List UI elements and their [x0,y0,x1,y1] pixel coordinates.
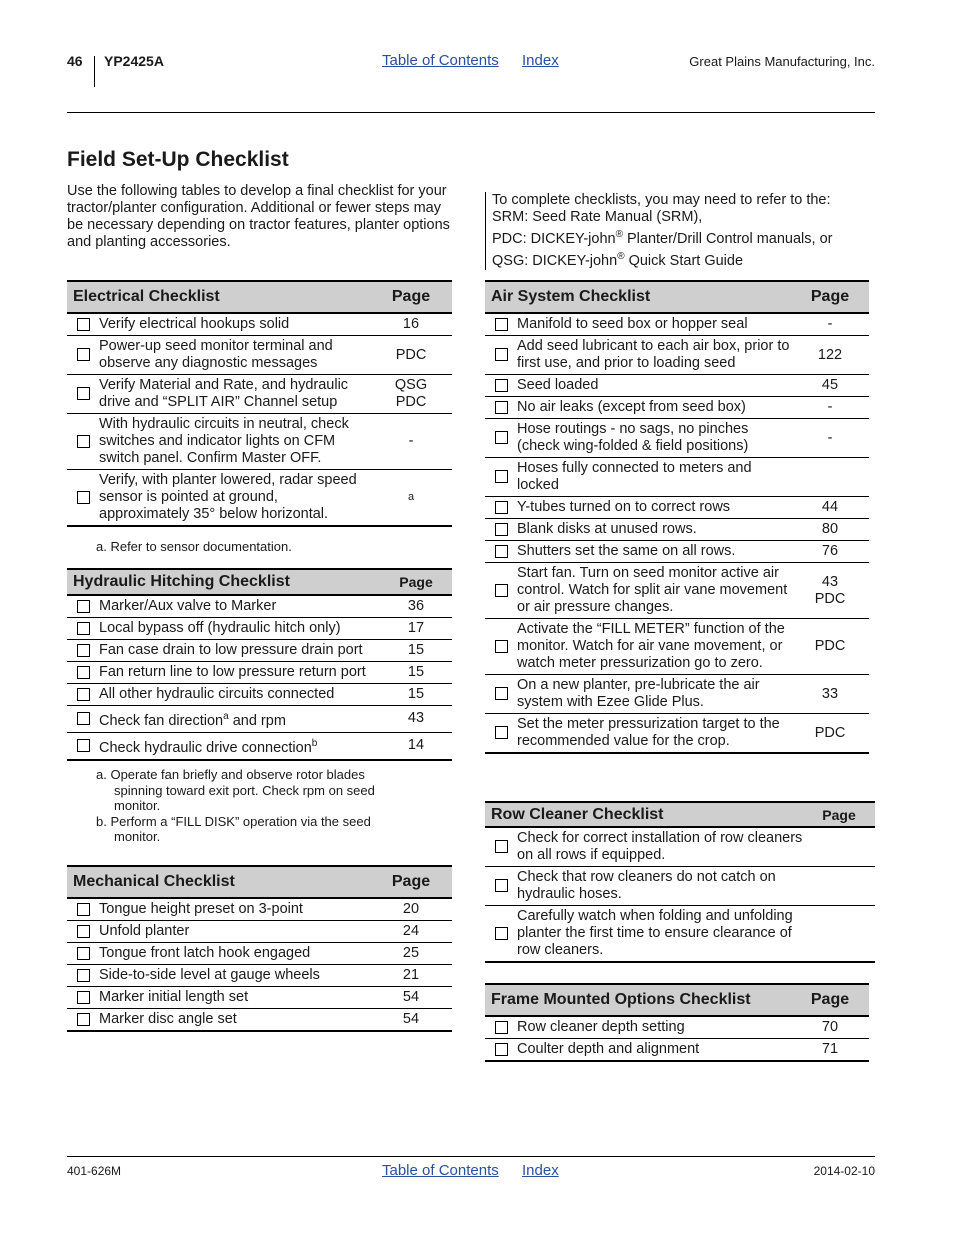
checklist-row [67,595,452,618]
page-reference: 15 [380,684,452,706]
checklist-item-text: All other hydraulic circuits connected [99,684,380,706]
checklist-item-text: Check for correct installation of row cleaners on all rows if equipped. [517,827,803,867]
checkbox[interactable] [495,1043,508,1056]
checklist-row [67,618,452,640]
checklist-item-text: Hoses fully connected to meters and locked [517,458,791,497]
checklist-row [485,375,869,397]
checkbox[interactable] [495,840,508,853]
table-title: Mechanical Checklist [67,866,370,898]
page-reference: 70 [791,1016,869,1039]
table-title: Frame Mounted Options Checklist [485,984,791,1016]
checklist-row [485,541,869,563]
checklist-item-text: Check hydraulic drive connection$^b$ [99,732,380,759]
checklist-item-text: Verify Material and Rate, and hydraulic drive and “SPLIT AIR” Channel setup [99,375,370,414]
checkbox[interactable] [77,318,90,331]
checklist-item-text: Set the meter pressurization target to the recommended value for the crop. [517,714,791,754]
page-reference: 76 [791,541,869,563]
page-reference: 20 [370,898,452,921]
checkbox[interactable] [495,470,508,483]
page-reference: QSG PDC [370,375,452,414]
checklist-item-text: Hose routings - no sags, no pinches (check wing-folded & field positions) [517,419,791,458]
page-reference [803,867,875,906]
page-reference: 80 [791,519,869,541]
page-reference: 54 [370,987,452,1009]
page-reference [803,906,875,963]
footer-index-link[interactable]: Index [522,1162,559,1179]
checkbox[interactable] [495,523,508,536]
checklist-item-text: Marker disc angle set [99,1009,370,1032]
checkbox[interactable] [495,348,508,361]
page-reference: 33 [791,675,869,714]
page-reference [803,827,875,867]
checklist-item-text: Y-tubes turned on to correct rows [517,497,791,519]
checklist-item-text: Coulter depth and alignment [517,1039,791,1062]
checklist-row [485,867,875,906]
page-reference: - [791,419,869,458]
page-reference: 43 [380,706,452,733]
checkbox[interactable] [495,640,508,653]
page-reference: 45 [791,375,869,397]
checklist-row [67,987,452,1009]
checkbox[interactable] [77,387,90,400]
footnote-a: a. Operate fan briefly and observe rotor blades spinning toward exit port. Check rpm on seed monitor. [96,767,375,813]
checklist-item-text: Add seed lubricant to each air box, prior to first use, and prior to loading seed [517,336,791,375]
checklist-row [485,519,869,541]
page-column-header: Page [791,281,869,313]
checklist-row [485,497,869,519]
checklist-row [485,397,869,419]
checklist-item-text: Power-up seed monitor terminal and observe any diagnostic messages [99,336,370,375]
checkbox[interactable] [77,644,90,657]
checklist-item-text: Local bypass off (hydraulic hitch only) [99,618,380,640]
checkbox[interactable] [495,879,508,892]
page-reference: 71 [791,1039,869,1062]
checkbox[interactable] [77,622,90,635]
page-number: 46 [67,53,83,69]
checkbox[interactable] [495,927,508,940]
checklist-row [67,640,452,662]
checklist-row [67,943,452,965]
page-reference: 24 [370,921,452,943]
page-reference: 15 [380,640,452,662]
hydraulic-footnotes [96,767,406,845]
checklist-item-text: Fan case drain to low pressure drain port [99,640,380,662]
checkbox[interactable] [77,1013,90,1026]
footnote-b: b. Perform a “FILL DISK” operation via the seed monitor. [96,813,371,844]
page-reference: 36 [380,595,452,618]
checkbox[interactable] [495,726,508,739]
checklist-item-text: Activate the “FILL METER” function of the monitor. Watch for air vane movement, or watch meter pressurization go to zero. [517,619,791,675]
reference-note: To complete checklists, you may need to refer to the: SRM: Seed Rate Manual (SRM), PDC: DICKEY-john® Planter/Drill Control manuals, or QSG: DICKEY-john® Quick Start Guide [485,192,877,270]
checklist-item-text: Start fan. Turn on seed monitor active air control. Watch for split air vane movement or air pressure changes. [517,563,791,619]
page-reference: a [370,470,452,527]
checklist-row [485,619,869,675]
checklist-item-text: Seed loaded [517,375,791,397]
model-number: YP2425A [104,53,164,69]
checklist-item-text: Check fan direction$^a$ and rpm [99,706,380,733]
page-column-header: Page [370,281,452,313]
checklist-item-text: Side-to-side level at gauge wheels [99,965,370,987]
page-reference: - [370,414,452,470]
intro-paragraph: Use the following tables to develop a final checklist for your tractor/planter configuration. Additional or fewer steps may be necessary depending on tractor features, planter options and planting accessories. [67,183,450,250]
checklist-item-text: Tongue height preset on 3-point [99,898,370,921]
table-title: Hydraulic Hitching Checklist [67,569,380,595]
checklist-row [67,375,452,414]
checklist-item-text: Manifold to seed box or hopper seal [517,313,791,336]
document-code: 401-626M [67,1164,122,1178]
page-reference: 54 [370,1009,452,1032]
checklist-row [485,827,875,867]
checklist-row [67,921,452,943]
checklist-row [485,458,869,497]
checklist-row [67,732,452,759]
company-name: Great Plains Manufacturing, Inc. [689,54,875,69]
checklist-row [67,684,452,706]
checklist-item-text: Fan return line to low pressure return port [99,662,380,684]
checklist-row [67,313,452,336]
checklist-row [67,662,452,684]
frame-mounted-options-checklist [485,983,869,1062]
checklist-item-text: Tongue front latch hook engaged [99,943,370,965]
checklist-row [67,898,452,921]
checklist-item-text: Row cleaner depth setting [517,1016,791,1039]
table-title: Electrical Checklist [67,281,370,313]
toc-link[interactable]: Table of Contents [382,52,499,69]
page-reference: 15 [380,662,452,684]
checklist-row [67,706,452,733]
checklist-item-text: Unfold planter [99,921,370,943]
checkbox[interactable] [495,431,508,444]
checklist-row [485,313,869,336]
page-reference: 122 [791,336,869,375]
checkbox[interactable] [77,435,90,448]
page-reference: PDC [791,619,869,675]
checklist-item-text: With hydraulic circuits in neutral, check switches and indicator lights on CFM switch panel. Confirm Master OFF. [99,414,370,470]
page-column-header: Page [803,802,875,827]
checkbox[interactable] [77,712,90,725]
checkbox[interactable] [77,491,90,504]
checklist-row [67,414,452,470]
checklist-row [485,1016,869,1039]
checklist-item-text: Carefully watch when folding and unfolding planter the first time to ensure clearance of row cleaners. [517,906,803,963]
checkbox[interactable] [495,687,508,700]
checkbox[interactable] [495,584,508,597]
footnote-marker: a [223,711,229,722]
checklist-row [485,336,869,375]
checkbox[interactable] [77,688,90,701]
row-cleaner-checklist [485,801,875,963]
page-column-header: Page [380,569,452,595]
checkbox[interactable] [77,903,90,916]
index-link[interactable]: Index [522,52,559,69]
document-date: 2014-02-10 [813,1164,875,1178]
checkbox[interactable] [77,947,90,960]
page-reference: - [791,313,869,336]
checkbox[interactable] [77,666,90,679]
checklist-item-text: Verify, with planter lowered, radar speed sensor is pointed at ground, approximately 35° below horizontal. [99,470,370,527]
checklist-row [485,906,875,963]
page-reference: 14 [380,732,452,759]
checklist-row [67,336,452,375]
checklist-item-text: Verify electrical hookups solid [99,313,370,336]
page-reference: 17 [380,618,452,640]
checklist-row [485,1039,869,1062]
page-column-header: Page [791,984,869,1016]
checklist-item-text: No air leaks (except from seed box) [517,397,791,419]
page-reference: 16 [370,313,452,336]
checklist-item-text: Shutters set the same on all rows. [517,541,791,563]
checkbox[interactable] [495,1021,508,1034]
checkbox[interactable] [495,545,508,558]
electrical-footnote: a. Refer to sensor documentation. [96,539,292,554]
checklist-item-text: Marker/Aux valve to Marker [99,595,380,618]
checklist-row [67,1009,452,1032]
checklist-row [67,965,452,987]
page-reference: PDC [370,336,452,375]
checkbox[interactable] [77,600,90,613]
checklist-row [485,419,869,458]
checkbox[interactable] [77,348,90,361]
mechanical-checklist [67,865,452,1032]
checkbox[interactable] [77,991,90,1004]
checkbox[interactable] [77,739,90,752]
checkbox[interactable] [77,925,90,938]
checkbox[interactable] [495,401,508,414]
checklist-item-text: Marker initial length set [99,987,370,1009]
footnote-marker: b [311,737,318,749]
header-divider [94,56,95,87]
checklist-row [485,563,869,619]
page-reference: PDC [791,714,869,754]
footer-rule [67,1156,875,1157]
electrical-checklist [67,280,452,527]
page-reference [791,458,869,497]
checklist-item-text: Check that row cleaners do not catch on hydraulic hoses. [517,867,803,906]
footer-toc-link[interactable]: Table of Contents [382,1162,499,1179]
checkbox[interactable] [495,379,508,392]
page-reference: 44 [791,497,869,519]
header-rule [67,112,875,113]
checklist-item-text: On a new planter, pre-lubricate the air system with Ezee Glide Plus. [517,675,791,714]
hydraulic-checklist [67,568,452,761]
checkbox[interactable] [495,501,508,514]
checkbox[interactable] [77,969,90,982]
checklist-row [485,675,869,714]
table-title: Air System Checklist [485,281,791,313]
page-title: Field Set-Up Checklist [67,148,289,171]
checklist-row [485,714,869,754]
checklist-item-text: Blank disks at unused rows. [517,519,791,541]
page-reference: 43 PDC [791,563,869,619]
table-title: Row Cleaner Checklist [485,802,803,827]
page-column-header: Page [370,866,452,898]
checklist-row [67,470,452,527]
page-reference: 21 [370,965,452,987]
checkbox[interactable] [495,318,508,331]
page-reference: 25 [370,943,452,965]
air-system-checklist [485,280,869,754]
page-reference: - [791,397,869,419]
